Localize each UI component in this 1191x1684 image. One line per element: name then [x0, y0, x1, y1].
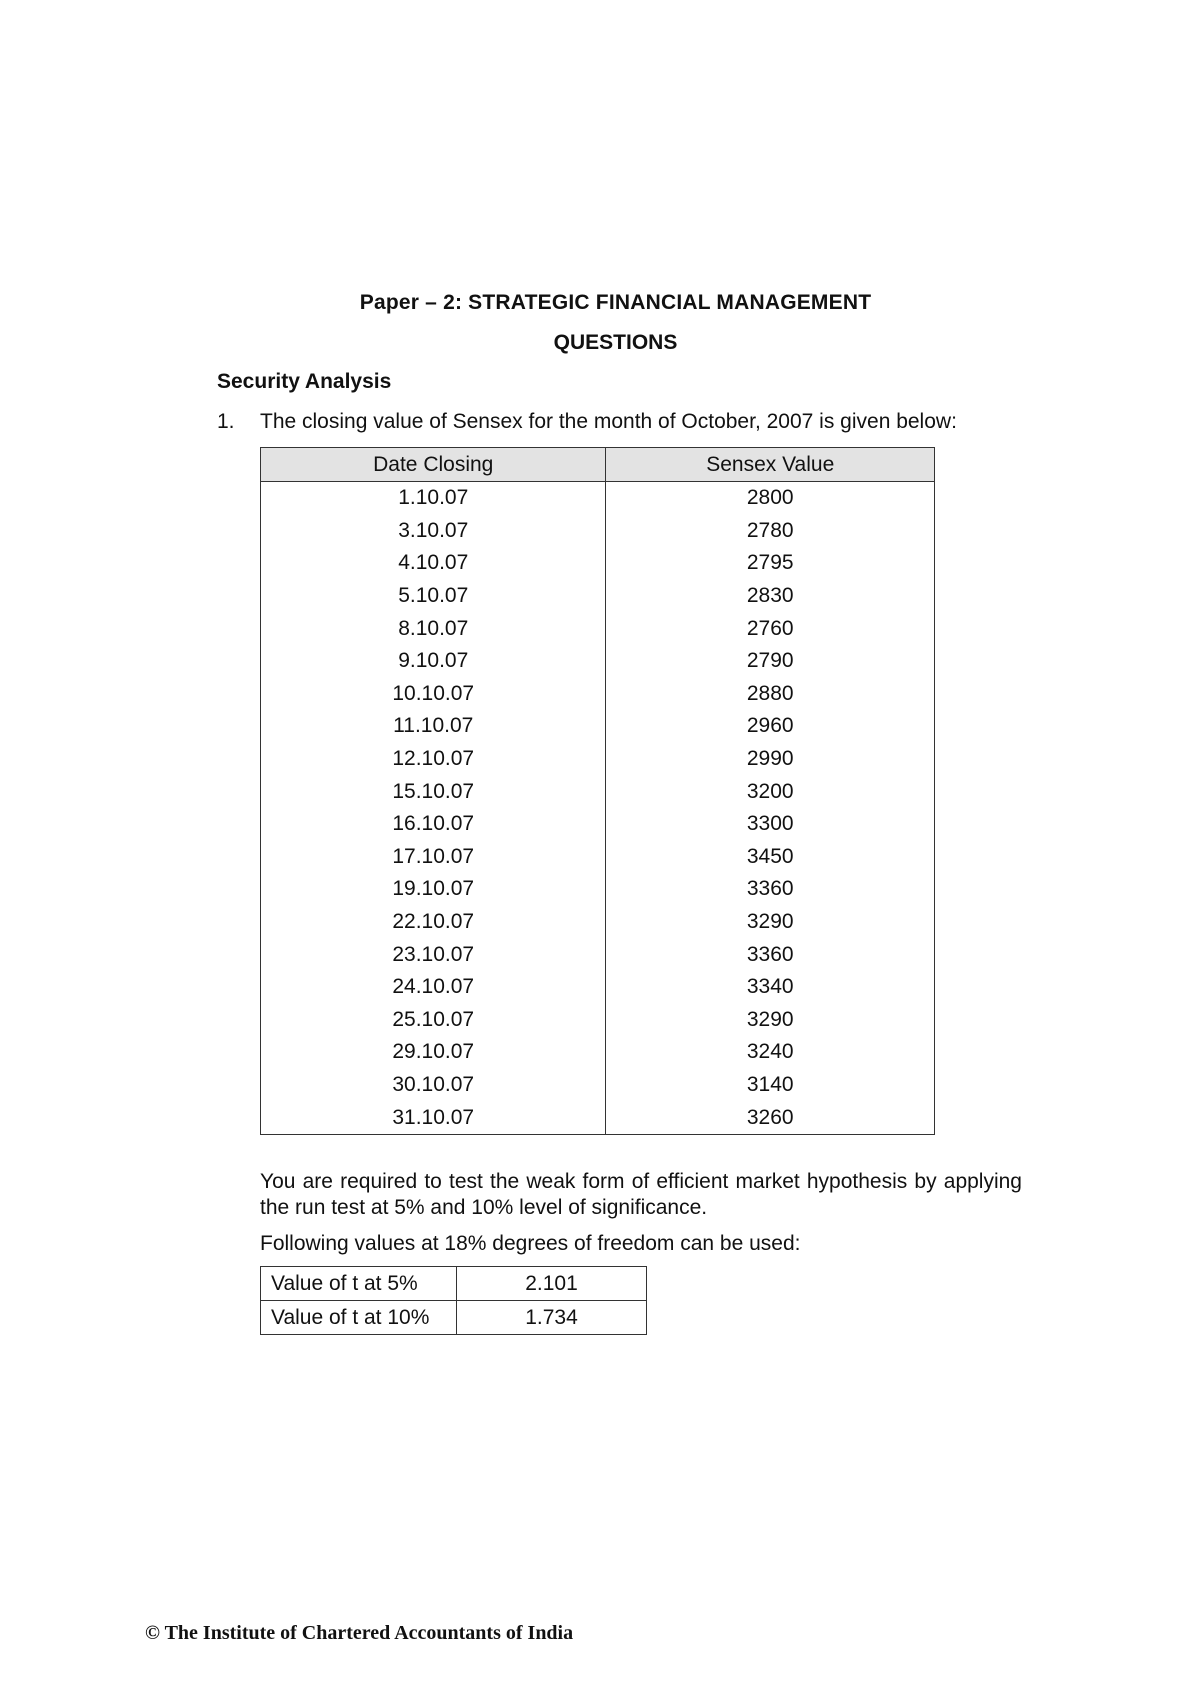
table-row	[261, 515, 935, 548]
date-closing-cell: 17.10.07	[261, 841, 606, 874]
sensex-value-cell: 2830	[606, 580, 935, 613]
table-row	[261, 906, 935, 939]
table-row	[261, 612, 935, 645]
table-row	[261, 1069, 935, 1102]
t-values-table	[260, 1266, 647, 1335]
sensex-value-cell: 3360	[606, 938, 935, 971]
table-row	[261, 547, 935, 580]
sensex-value-cell: 2780	[606, 515, 935, 548]
table-row	[261, 482, 935, 515]
table-row	[261, 678, 935, 711]
table-row	[261, 971, 935, 1004]
date-closing-cell: 5.10.07	[261, 580, 606, 613]
question-intro: The closing value of Sensex for the month of October, 2007 is given below:	[260, 410, 957, 433]
sensex-value-cell: 3200	[606, 775, 935, 808]
date-closing-cell: 9.10.07	[261, 645, 606, 678]
t-value-row	[261, 1267, 647, 1301]
questions-heading: QUESTIONS	[553, 331, 678, 354]
date-closing-cell: 16.10.07	[261, 808, 606, 841]
table-row	[261, 710, 935, 743]
sensex-value-cell: 2800	[606, 482, 935, 515]
table-row	[261, 645, 935, 678]
sensex-value-cell: 3140	[606, 1069, 935, 1102]
date-closing-cell: 25.10.07	[261, 1004, 606, 1037]
t-value-label: Value of t at 5%	[261, 1267, 457, 1301]
table-row	[261, 873, 935, 906]
table-row	[261, 1004, 935, 1037]
sensex-table-header-row	[261, 448, 935, 482]
date-closing-cell: 15.10.07	[261, 775, 606, 808]
date-closing-cell: 22.10.07	[261, 906, 606, 939]
date-closing-cell: 24.10.07	[261, 971, 606, 1004]
date-closing-cell: 3.10.07	[261, 515, 606, 548]
sensex-value-cell: 3290	[606, 1004, 935, 1037]
sensex-table-body	[261, 482, 935, 1135]
t-value-row	[261, 1301, 647, 1335]
date-closing-cell: 1.10.07	[261, 482, 606, 515]
paper-title: Paper – 2: STRATEGIC FINANCIAL MANAGEMENT	[359, 291, 872, 314]
table-row	[261, 938, 935, 971]
sensex-value-cell: 2795	[606, 547, 935, 580]
section-heading: Security Analysis	[217, 370, 392, 393]
date-closing-cell: 10.10.07	[261, 678, 606, 711]
date-closing-cell: 12.10.07	[261, 743, 606, 776]
table-row	[261, 580, 935, 613]
date-closing-cell: 31.10.07	[261, 1101, 606, 1134]
sensex-value-cell: 2790	[606, 645, 935, 678]
date-closing-cell: 19.10.07	[261, 873, 606, 906]
t-values-table-body	[261, 1267, 647, 1335]
sensex-value-cell: 2880	[606, 678, 935, 711]
table-row	[261, 743, 935, 776]
date-closing-header: Date Closing	[261, 448, 606, 482]
table-row	[261, 775, 935, 808]
requirement-text: You are required to test the weak form of efficient market hypothesis by applying the run test at 5% and 10% level of significance.	[260, 1170, 1022, 1219]
table-row	[261, 808, 935, 841]
date-closing-cell: 30.10.07	[261, 1069, 606, 1102]
date-closing-cell: 11.10.07	[261, 710, 606, 743]
sensex-value-cell: 3300	[606, 808, 935, 841]
t-value-number: 1.734	[457, 1301, 647, 1335]
sensex-value-cell: 2960	[606, 710, 935, 743]
sensex-value-cell: 3240	[606, 1036, 935, 1069]
sensex-value-cell: 3260	[606, 1101, 935, 1134]
sensex-value-header: Sensex Value	[606, 448, 935, 482]
t-value-label: Value of t at 10%	[261, 1301, 457, 1335]
date-closing-cell: 4.10.07	[261, 547, 606, 580]
sensex-value-cell: 3360	[606, 873, 935, 906]
sensex-value-cell: 2760	[606, 612, 935, 645]
copyright-footer: © The Institute of Chartered Accountants of India	[145, 1622, 574, 1644]
date-closing-cell: 8.10.07	[261, 612, 606, 645]
values-intro-text: Following values at 18% degrees of freedom can be used:	[260, 1232, 801, 1255]
date-closing-cell: 23.10.07	[261, 938, 606, 971]
sensex-value-cell: 3290	[606, 906, 935, 939]
table-row	[261, 1036, 935, 1069]
sensex-value-cell: 2990	[606, 743, 935, 776]
sensex-value-cell: 3340	[606, 971, 935, 1004]
table-row	[261, 841, 935, 874]
t-value-number: 2.101	[457, 1267, 647, 1301]
question-number: 1.	[217, 410, 235, 433]
table-row	[261, 1101, 935, 1134]
sensex-value-cell: 3450	[606, 841, 935, 874]
date-closing-cell: 29.10.07	[261, 1036, 606, 1069]
sensex-table	[260, 447, 935, 1135]
